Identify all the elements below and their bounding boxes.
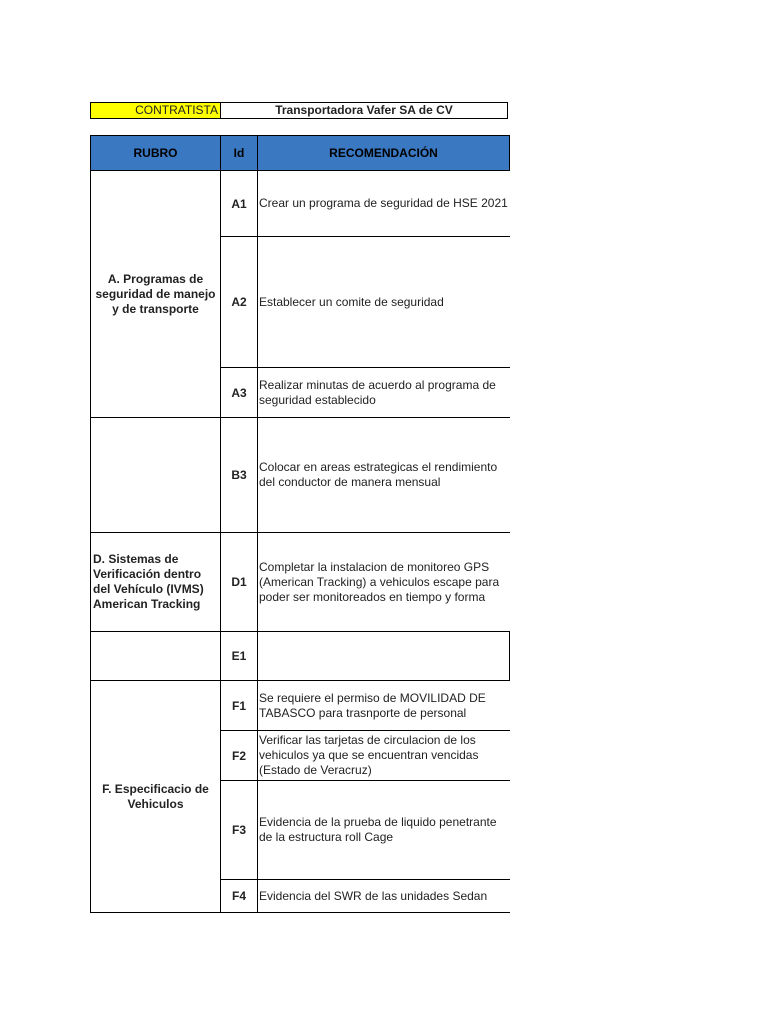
row-recommendation: Evidencia del SWR de las unidades Sedan (258, 880, 510, 913)
table-row (91, 632, 510, 681)
row-id: E1 (221, 632, 258, 681)
contratista-value: Transportadora Vafer SA de CV (275, 103, 453, 117)
row-recommendation: Establecer un comite de seguridad (258, 237, 510, 368)
row-recommendation: Completar la instalacion de monitoreo GPS (American Tracking) a vehiculos escape para poder ser monitoreados en tiempo y forma (258, 533, 510, 632)
row-recommendation: Colocar en areas estrategicas el rendimiento del conductor de manera mensual (258, 418, 510, 533)
row-recommendation: Realizar minutas de acuerdo al programa de seguridad establecido (258, 368, 510, 418)
row-id: F3 (221, 781, 258, 880)
row-recommendation: Crear un programa de seguridad de HSE 2021 (258, 171, 510, 237)
row-id: F1 (221, 681, 258, 731)
header-rubro: RUBRO (91, 136, 221, 171)
row-id: B3 (221, 418, 258, 533)
rubro-f: F. Especificacio de Vehiculos (91, 681, 221, 913)
rubro-a: A. Programas de seguridad de manejo y de transporte (91, 171, 221, 418)
contratista-label: CONTRATISTA (91, 103, 221, 118)
table-header-row (91, 136, 510, 171)
header-recomendacion: RECOMENDACIÓN (258, 136, 510, 171)
row-id: A2 (221, 237, 258, 368)
table-row (91, 681, 510, 731)
row-id: D1 (221, 533, 258, 632)
row-id: F4 (221, 880, 258, 913)
table-row (91, 533, 510, 632)
row-id: A1 (221, 171, 258, 237)
rubro-b (91, 418, 221, 533)
contratista-row (90, 102, 508, 119)
table-row (91, 418, 510, 533)
rubro-d: D. Sistemas de Verificación dentro del Vehículo (IVMS) American Tracking (91, 533, 221, 632)
row-recommendation: Evidencia de la prueba de liquido penetrante de la estructura roll Cage (258, 781, 510, 880)
row-id: F2 (221, 731, 258, 781)
rubro-e (91, 632, 221, 681)
table-row (91, 171, 510, 237)
row-id: A3 (221, 368, 258, 418)
row-recommendation: Verificar las tarjetas de circulacion de los vehiculos ya que se encuentran vencidas (Estado de Veracruz) (258, 731, 510, 781)
row-recommendation (258, 632, 510, 681)
recommendations-table (90, 135, 510, 913)
header-id: Id (221, 136, 258, 171)
row-recommendation: Se requiere el permiso de MOVILIDAD DE TABASCO para trasnporte de personal (258, 681, 510, 731)
